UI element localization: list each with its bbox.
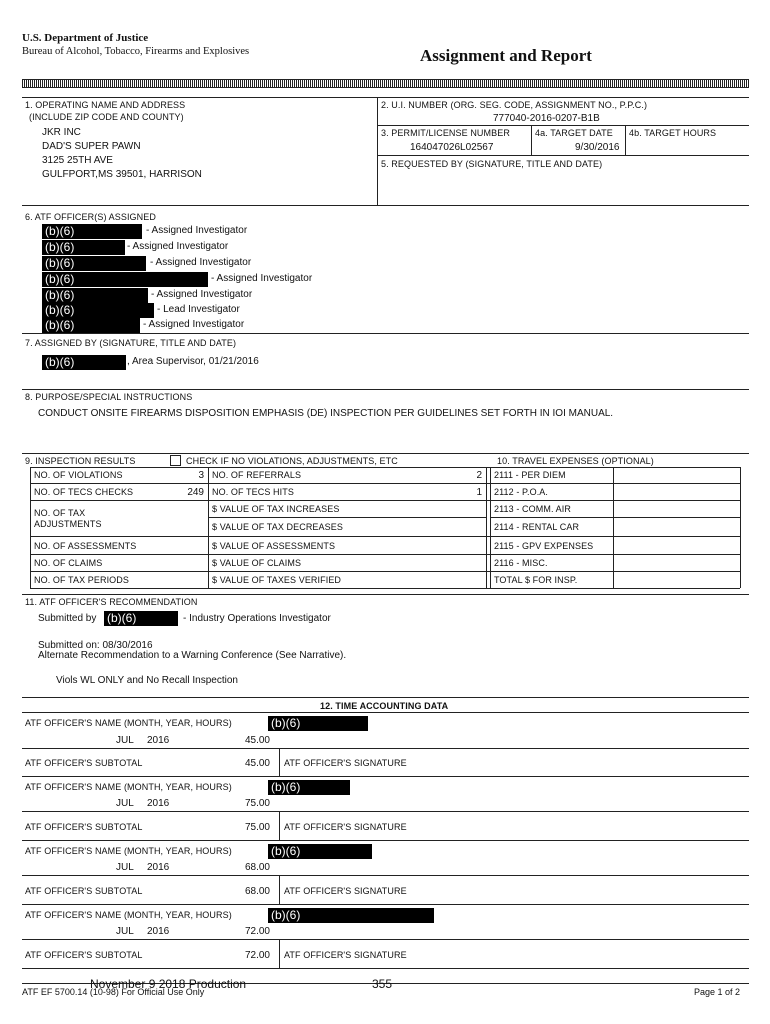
rule — [22, 811, 749, 812]
section8-label: 8. PURPOSE/SPECIAL INSTRUCTIONS — [25, 392, 193, 402]
rule — [30, 536, 740, 537]
referrals-label: NO. OF REFERRALS — [212, 470, 302, 480]
travel-gpv: 2115 - GPV EXPENSES — [494, 541, 594, 551]
assessments-label: NO. OF ASSESSMENTS — [34, 541, 137, 551]
violations-count: 3 — [198, 470, 204, 481]
entry-year: 2016 — [147, 735, 170, 746]
address-line: GULFPORT,MS 39501, HARRISON — [42, 169, 202, 180]
rule — [279, 748, 280, 776]
assessments-value-label: $ VALUE OF ASSESSMENTS — [212, 541, 336, 551]
operating-name-address — [42, 126, 202, 182]
rule — [30, 554, 740, 555]
section1-sublabel: (INCLUDE ZIP CODE AND COUNTY) — [29, 112, 184, 122]
travel-rental-car: 2114 - RENTAL CAR — [494, 522, 580, 532]
rule — [22, 776, 749, 777]
address-line: JKR INC — [42, 127, 81, 138]
rule — [490, 517, 740, 518]
travel-total: TOTAL $ FOR INSP. — [494, 575, 578, 585]
rule — [531, 125, 532, 155]
rule — [22, 697, 749, 698]
rule — [279, 811, 280, 840]
rule — [22, 968, 749, 969]
redaction-block: (b)(6) — [104, 611, 178, 626]
rule — [30, 483, 740, 484]
rule — [22, 594, 749, 595]
officer-name-label: ATF OFFICER'S NAME (MONTH, YEAR, HOURS) — [25, 782, 232, 792]
officer-role: - Assigned Investigator — [143, 319, 245, 330]
subtotal-label: ATF OFFICER'S SUBTOTAL — [25, 886, 143, 896]
redaction-block: (b)(6) — [42, 318, 140, 333]
officer-role: - Assigned Investigator — [127, 241, 229, 252]
rule — [377, 155, 749, 156]
rule — [279, 939, 280, 968]
submitted-on: Submitted on: 08/30/2016 — [38, 640, 153, 651]
rule — [740, 467, 741, 588]
rule — [490, 467, 491, 588]
redaction-block: (b)(6) — [42, 256, 146, 271]
tecs-hits-count: 1 — [476, 487, 482, 498]
officer-role: - Lead Investigator — [157, 304, 240, 315]
signature-label: ATF OFFICER'S SIGNATURE — [284, 950, 407, 960]
entry-hours: 75.00 — [244, 798, 270, 809]
target-date-label: 4a. TARGET DATE — [535, 128, 613, 138]
tecs-checks-label: NO. OF TECS CHECKS — [34, 487, 134, 497]
travel-misc: 2116 - MISC. — [494, 558, 548, 568]
redaction-block: (b)(6) — [42, 224, 142, 239]
ui-number: 777040-2016-0207-B1B — [493, 113, 600, 124]
section7-label: 7. ASSIGNED BY (SIGNATURE, TITLE AND DATE) — [25, 338, 237, 348]
officer-name-label: ATF OFFICER'S NAME (MONTH, YEAR, HOURS) — [25, 910, 232, 920]
tecs-hits-label: NO. OF TECS HITS — [212, 487, 294, 497]
rule — [22, 748, 749, 749]
rule — [377, 97, 378, 205]
officer-name-label: ATF OFFICER'S NAME (MONTH, YEAR, HOURS) — [25, 718, 232, 728]
redaction-block: (b)(6) — [42, 355, 126, 370]
rule — [30, 571, 740, 572]
redaction-block: (b)(6) — [268, 780, 350, 795]
submitted-by-label: Submitted by — [38, 613, 97, 624]
rule — [22, 97, 749, 98]
redaction-block: (b)(6) — [42, 240, 125, 255]
claims-label: NO. OF CLAIMS — [34, 558, 103, 568]
redaction-block: (b)(6) — [268, 716, 368, 731]
section11-label: 11. ATF OFFICER'S RECOMMENDATION — [25, 597, 198, 607]
entry-month: JUL — [116, 926, 134, 937]
entry-hours: 68.00 — [244, 862, 270, 873]
rule — [30, 588, 740, 589]
submitter-role: - Industry Operations Investigator — [183, 613, 331, 624]
section3-label: 3. PERMIT/LICENSE NUMBER — [381, 128, 510, 138]
redaction-block: (b)(6) — [42, 288, 148, 303]
violations-note: Viols WL ONLY and No Recall Inspection — [56, 675, 238, 686]
rule — [22, 875, 749, 876]
redaction-block: (b)(6) — [42, 272, 208, 287]
travel-comm-air: 2113 - COMM. AIR — [494, 504, 571, 514]
subtotal-label: ATF OFFICER'S SUBTOTAL — [25, 758, 143, 768]
tecs-checks-count: 249 — [187, 487, 204, 498]
target-date: 9/30/2016 — [575, 142, 620, 153]
signature-label: ATF OFFICER'S SIGNATURE — [284, 758, 407, 768]
section12-label: 12. TIME ACCOUNTING DATA — [320, 701, 449, 711]
officer-role: - Assigned Investigator — [150, 257, 252, 268]
entry-year: 2016 — [147, 862, 170, 873]
bureau-name: Bureau of Alcohol, Tobacco, Firearms and Explosives — [22, 46, 250, 57]
entry-subtotal: 72.00 — [244, 950, 270, 961]
form-title: Assignment and Report — [420, 46, 592, 65]
rule — [613, 467, 614, 588]
section9-label: 9. INSPECTION RESULTS — [25, 456, 136, 466]
signature-label: ATF OFFICER'S SIGNATURE — [284, 822, 407, 832]
redaction-block: (b)(6) — [42, 303, 154, 318]
no-violations-checkbox[interactable] — [170, 455, 181, 466]
section10-label: 10. TRAVEL EXPENSES (OPTIONAL) — [497, 456, 654, 466]
section6-label: 6. ATF OFFICER(S) ASSIGNED — [25, 212, 156, 222]
special-instructions: CONDUCT ONSITE FIREARMS DISPOSITION EMPHASIS (DE) INSPECTION PER GUIDELINES SET FORTH IN IOI MANUAL. — [38, 408, 614, 419]
entry-year: 2016 — [147, 926, 170, 937]
assigned-by: , Area Supervisor, 01/21/2016 — [127, 356, 259, 367]
entry-month: JUL — [116, 862, 134, 873]
subtotal-label: ATF OFFICER'S SUBTOTAL — [25, 822, 143, 832]
officer-role: - Assigned Investigator — [151, 289, 253, 300]
rule — [30, 467, 740, 468]
page-number: Page 1 of 2 — [694, 987, 741, 997]
entry-hours: 72.00 — [244, 926, 270, 937]
section1-label: 1. OPERATING NAME AND ADDRESS — [25, 100, 186, 110]
officer-role: - Assigned Investigator — [211, 273, 313, 284]
rule — [208, 467, 209, 588]
rule — [486, 467, 487, 588]
rule — [22, 453, 749, 454]
rule — [22, 712, 749, 713]
officer-name-label: ATF OFFICER'S NAME (MONTH, YEAR, HOURS) — [25, 846, 232, 856]
rule — [22, 904, 749, 905]
address-line: DAD'S SUPER PAWN — [42, 141, 141, 152]
subtotal-label: ATF OFFICER'S SUBTOTAL — [25, 950, 143, 960]
header-band — [22, 79, 749, 88]
rule — [208, 517, 486, 518]
target-hours-label: 4b. TARGET HOURS — [629, 128, 717, 138]
bates-number: 355 — [372, 977, 393, 991]
officer-role: - Assigned Investigator — [146, 225, 248, 236]
entry-year: 2016 — [147, 798, 170, 809]
signature-label: ATF OFFICER'S SIGNATURE — [284, 886, 407, 896]
tax-adjustments-label: NO. OF TAX — [34, 508, 86, 518]
rule — [625, 125, 626, 155]
rule — [377, 125, 749, 126]
travel-per-diem: 2111 - PER DIEM — [494, 470, 566, 480]
section5-label: 5. REQUESTED BY (SIGNATURE, TITLE AND DATE) — [381, 159, 603, 169]
entry-month: JUL — [116, 798, 134, 809]
tax-adjustments-sublabel: ADJUSTMENTS — [34, 519, 102, 529]
redaction-block: (b)(6) — [268, 844, 372, 859]
rule — [22, 205, 749, 206]
rule — [22, 333, 749, 334]
rule — [30, 467, 31, 588]
travel-poa: 2112 - P.O.A. — [494, 487, 548, 497]
section2-label: 2. U.I. NUMBER (ORG. SEG. CODE, ASSIGNMENT NO., P.P.C.) — [381, 100, 648, 110]
entry-subtotal: 68.00 — [244, 886, 270, 897]
tax-periods-label: NO. OF TAX PERIODS — [34, 575, 129, 585]
referrals-count: 2 — [476, 470, 482, 481]
entry-subtotal: 45.00 — [244, 758, 270, 769]
taxes-verified-label: $ VALUE OF TAXES VERIFIED — [212, 575, 342, 585]
production-stamp: November 9 2018 Production — [90, 977, 247, 991]
form-number: ATF EF 5700.14 (10-98) For Official Use Only — [22, 987, 205, 997]
rule — [22, 840, 749, 841]
checkbox-label: CHECK IF NO VIOLATIONS, ADJUSTMENTS, ETC — [186, 456, 398, 466]
entry-subtotal: 75.00 — [244, 822, 270, 833]
violations-label: NO. OF VIOLATIONS — [34, 470, 123, 480]
entry-hours: 45.00 — [244, 735, 270, 746]
rule — [22, 389, 749, 390]
claims-value-label: $ VALUE OF CLAIMS — [212, 558, 302, 568]
alternate-recommendation: Alternate Recommendation to a Warning Conference (See Narrative). — [38, 650, 347, 661]
address-line: 3125 25TH AVE — [42, 155, 113, 166]
agency-name: U.S. Department of Justice — [22, 32, 149, 44]
tax-decrease-label: $ VALUE OF TAX DECREASES — [212, 522, 343, 532]
rule — [279, 875, 280, 904]
rule — [22, 939, 749, 940]
redaction-block: (b)(6) — [268, 908, 434, 923]
entry-month: JUL — [116, 735, 134, 746]
rule — [30, 500, 740, 501]
license-number: 164047026L02567 — [410, 142, 494, 153]
tax-increase-label: $ VALUE OF TAX INCREASES — [212, 504, 340, 514]
